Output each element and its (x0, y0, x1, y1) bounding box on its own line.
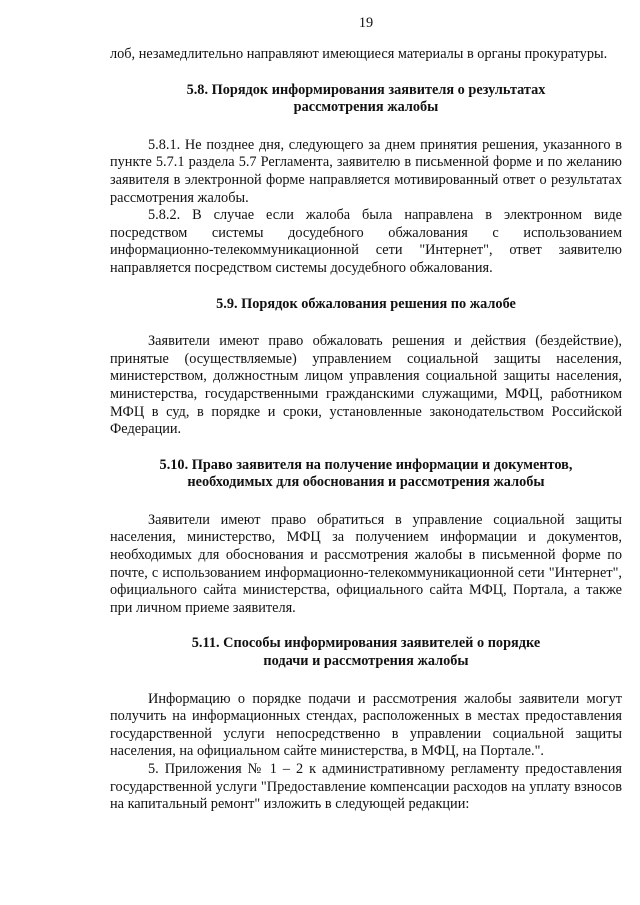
heading-line: 5.8. Порядок информирования заявителя о результатах (186, 81, 546, 98)
paragraph-appendix-note: 5. Приложения № 1 – 2 к административному регламенту предоставления государственной услуги "Предоставление компенсации расходов на уплату взносов на капитальный ремонт" изложить в следующей редакции: (110, 761, 622, 813)
paragraph-5-9: Заявители имеют право обжаловать решения и действия (бездействие), принятые (осуществляемые) управлением социальной защиты населения, министерством, должностным лицом управления социальной защиты населения, министерства, государственными гражданскими служащими, МФЦ, работником МФЦ в суд, в порядке и сроки, установленные законодательством Российской Федерации. (110, 333, 622, 438)
heading-line: 5.10. Право заявителя на получение информации и документов, (159, 456, 573, 473)
intro-paragraph: лоб, незамедлительно направляют имеющиеся материалы в органы прокуратуры. (110, 46, 608, 62)
heading-line: необходимых для обоснования и рассмотрения жалобы (187, 474, 545, 491)
section-5-8-heading (110, 82, 622, 117)
paragraph-5-11: Информацию о порядке подачи и рассмотрения жалобы заявители могут получить на информационных стендах, расположенных в местах предоставления государственной услуги непосредственно в управлении социальной защиты населения, на официальном сайте министерства, в МФЦ, на Портале.". (110, 690, 622, 760)
heading-line: подачи и рассмотрения жалобы (263, 653, 469, 670)
heading-line: 5.9. Порядок обжалования решения по жалобе (216, 295, 516, 312)
section-5-10-heading (110, 457, 622, 492)
section-5-9-heading (110, 296, 622, 314)
page-number: 19 (358, 15, 374, 31)
paragraph-5-10: Заявители имеют право обратиться в управление социальной защиты населения, министерство, МФЦ за получением информации и документов, необходимых для обоснования и рассмотрения жалобы в письменной форме по почте, с использованием информационно-телекоммуникационной сети "Интернет", официального сайта министерства, официального сайта МФЦ, Портала, а также при личном приеме заявителя. (110, 511, 622, 616)
section-5-11-heading (110, 635, 622, 670)
heading-line: рассмотрения жалобы (293, 99, 439, 116)
paragraph-5-8-1: 5.8.1. Не позднее дня, следующего за днем принятия решения, указанного в пункте 5.7.1 раздела 5.7 Регламента, заявителю в письменной форме и по желанию заявителя в электронной форме направляется мотивированный ответ о результатах рассмотрения жалобы. (110, 136, 622, 206)
paragraph-5-8-2: 5.8.2. В случае если жалоба была направлена в электронном виде посредством системы досудебного обжалования с использованием информационно-телекоммуникационной сети "Интернет", ответ заявителю направляется посредством системы досудебного обжалования. (110, 207, 622, 276)
document-page (110, 14, 622, 814)
heading-line: 5.11. Способы информирования заявителей о порядке (191, 635, 541, 652)
